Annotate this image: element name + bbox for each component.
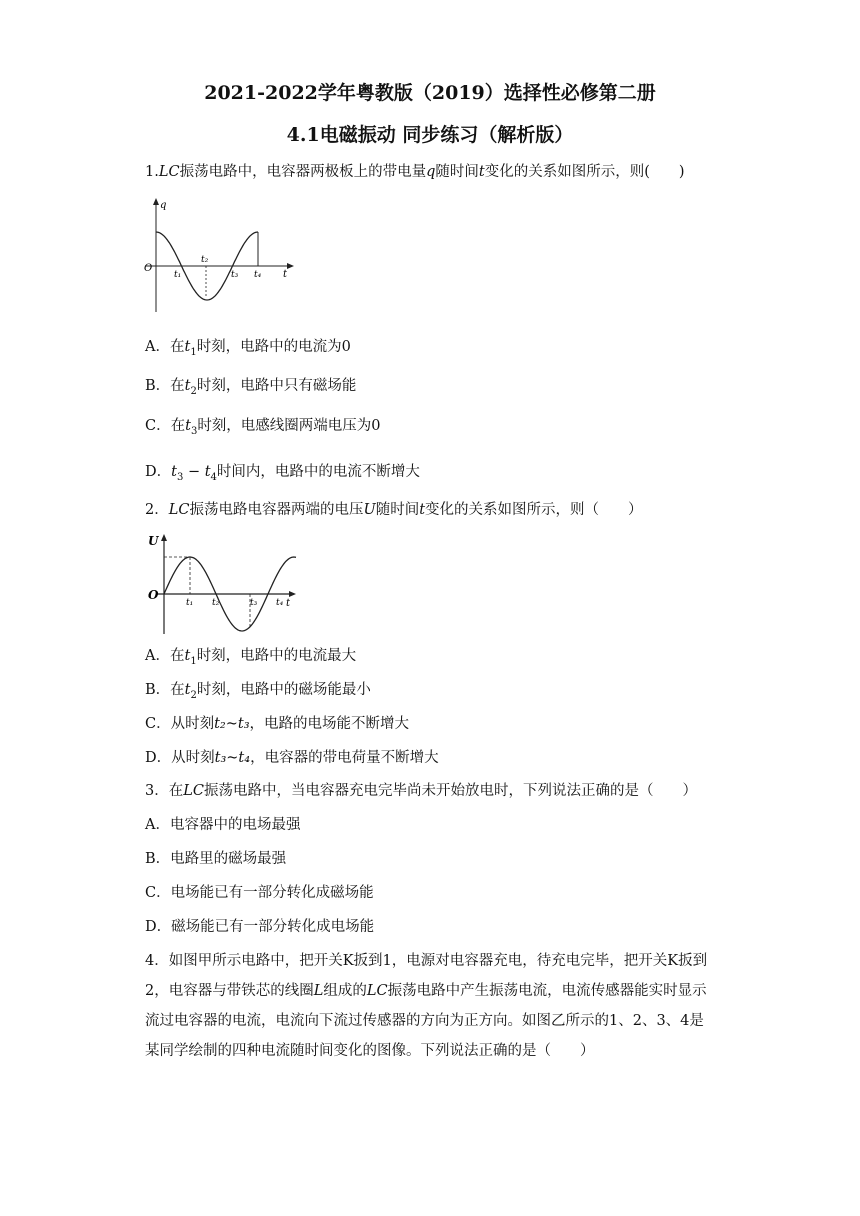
q1-option-a[interactable]: A．在$t_1$时刻，电路中的电流为0 bbox=[145, 339, 351, 358]
q2-option-a[interactable]: A．在$t_1$时刻，电路中的电流最大 bbox=[145, 648, 357, 667]
doc-title-line1: 2021-2022学年粤教版（2019）选择性必修第二册 bbox=[204, 82, 656, 104]
q2-option-c[interactable]: C．从时刻t₂~t₃，电路的电场能不断增大 bbox=[145, 716, 410, 732]
doc-title-line2: 4.1电磁振动 同步练习（解析版） bbox=[286, 124, 574, 146]
q1-tick-t4: t₄ bbox=[254, 270, 262, 280]
q2-graph-xaxis-label: t bbox=[286, 598, 291, 609]
q1-option-b[interactable]: B．在$t_2$时刻，电路中只有磁场能 bbox=[145, 378, 357, 397]
q2-tick-t2: t₂ bbox=[212, 598, 220, 608]
q1-graph-xaxis-label: t bbox=[283, 269, 288, 280]
q2-stem: 2．LC振荡电路电容器两端的电压U随时间t变化的关系如图所示，则（ ） bbox=[145, 502, 643, 518]
q1-tick-t3: t₃ bbox=[231, 270, 239, 280]
q1-graph-yaxis-label: q bbox=[160, 200, 167, 211]
q2-tick-t4: t₄ bbox=[276, 598, 284, 608]
q2-graph bbox=[142, 532, 302, 636]
q2-tick-t3: t₃ bbox=[250, 598, 258, 608]
q3-option-a[interactable]: A．电容器中的电场最强 bbox=[145, 817, 301, 833]
q4-stem: 4．如图甲所示电路中，把开关K扳到1，电源对电容器充电，待充电完毕，把开关K扳到2，电容器与带铁芯的线圈L组成的LC振荡电路中产生振荡电流，电流传感器能实时显示流过电容器的电流，电流向下流过传感器的方向为正方向。如图乙所示的1、2、3、4是某同学绘制的四种电流随时间变化的图像。下列说法正确的是（ ） bbox=[145, 953, 708, 1059]
q3-option-b[interactable]: B．电路里的磁场最强 bbox=[145, 851, 287, 867]
q3-option-d[interactable]: D．磁场能已有一部分转化成电场能 bbox=[145, 919, 375, 935]
q1-tick-t1: t₁ bbox=[174, 270, 182, 280]
q1-option-c[interactable]: C．在$t_3$时刻，电感线圈两端电压为0 bbox=[145, 418, 381, 437]
q3-stem: 3．在LC振荡电路中，当电容器充电完毕尚未开始放电时，下列说法正确的是（ ） bbox=[145, 783, 697, 799]
q2-tick-t1: t₁ bbox=[186, 598, 194, 608]
q1-tick-t2: t₂ bbox=[201, 255, 209, 265]
q1-stem: 1.LC振荡电路中，电容器两极板上的带电量q随时间t变化的关系如图所示，则( ) bbox=[145, 164, 685, 180]
q3-option-c[interactable]: C．电场能已有一部分转化成磁场能 bbox=[145, 885, 374, 901]
q2-option-b[interactable]: B．在$t_2$时刻，电路中的磁场能最小 bbox=[145, 682, 371, 701]
q1-option-d[interactable]: D．$t_3 - t_4$时间内，电路中的电流不断增大 bbox=[145, 464, 420, 483]
q2-graph-yaxis-label: U bbox=[148, 534, 159, 548]
q2-graph-origin: O bbox=[148, 588, 159, 602]
q2-option-d[interactable]: D．从时刻t₃~t₄，电容器的带电荷量不断增大 bbox=[145, 750, 439, 766]
q1-graph-origin: O bbox=[144, 263, 153, 274]
q1-graph bbox=[140, 196, 300, 314]
